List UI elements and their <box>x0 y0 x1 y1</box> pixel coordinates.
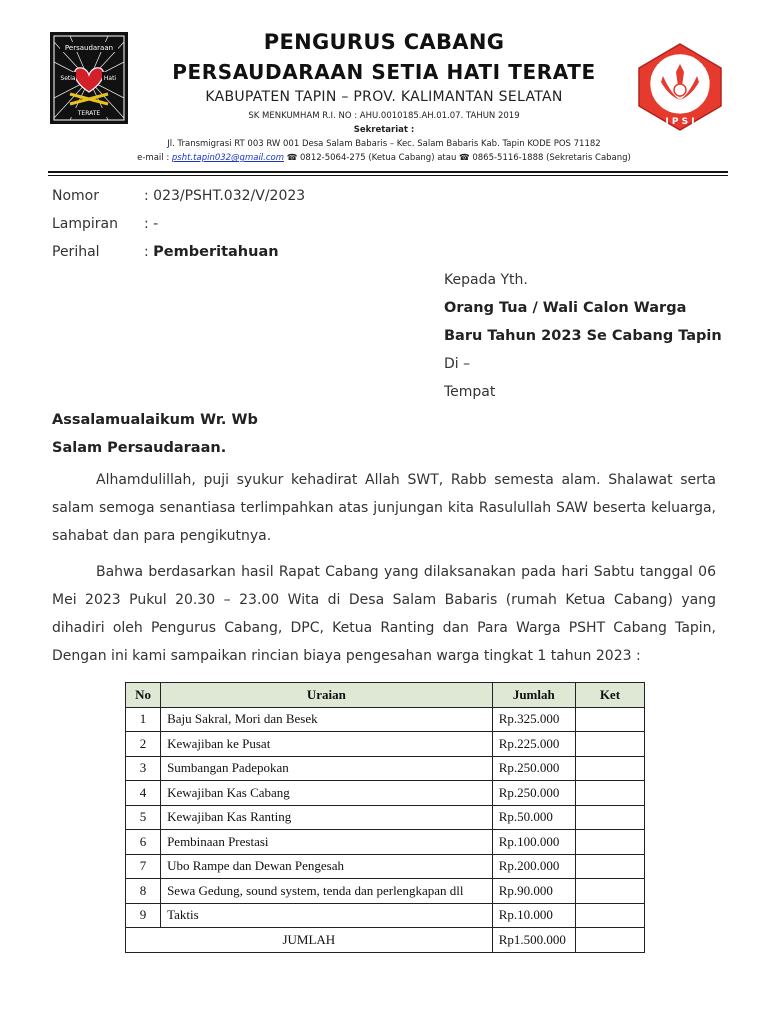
row-no: 5 <box>126 805 161 830</box>
table-row <box>126 830 645 855</box>
contact-prefix: e-mail : <box>137 153 172 163</box>
address-line: Jl. Transmigrasi RT 003 RW 001 Desa Salam Babaris – Kec. Salam Babaris Kab. Tapin KODE POS 71182 <box>167 139 601 149</box>
row-ket <box>575 781 644 806</box>
letterhead-divider-thin <box>48 175 728 176</box>
recipient-kepada: Kepada Yth. <box>444 272 528 288</box>
sk-number: SK MENKUMHAM R.I. NO : AHU.0010185.AH.01.07. TAHUN 2019 <box>248 111 520 121</box>
recipient-tempat: Tempat <box>444 384 496 400</box>
row-ket <box>575 879 644 904</box>
row-ket <box>575 854 644 879</box>
greeting-persaudaraan: Salam Persaudaraan. <box>52 440 227 456</box>
contact-phones: ☎ 0812-5064-275 (Ketua Cabang) atau ☎ 0865-5116-1888 (Sekretaris Cabang) <box>284 153 631 163</box>
row-ket <box>575 732 644 757</box>
row-jumlah: Rp.50.000 <box>492 805 575 830</box>
table-row <box>126 707 645 732</box>
row-ket <box>575 707 644 732</box>
row-jumlah: Rp.250.000 <box>492 756 575 781</box>
total-ket <box>575 928 644 953</box>
row-uraian: Sumbangan Padepokan <box>161 756 493 781</box>
table-row <box>126 903 645 928</box>
row-jumlah: Rp.225.000 <box>492 732 575 757</box>
lampiran-value: : - <box>144 216 159 232</box>
row-jumlah: Rp.10.000 <box>492 903 575 928</box>
table-row <box>126 732 645 757</box>
row-no: 6 <box>126 830 161 855</box>
header-uraian: Uraian <box>161 683 493 708</box>
row-uraian: Ubo Rampe dan Dewan Pengesah <box>161 854 493 879</box>
table-row <box>126 854 645 879</box>
letterhead-title: PENGURUS CABANG <box>263 30 505 54</box>
row-no: 2 <box>126 732 161 757</box>
row-no: 8 <box>126 879 161 904</box>
table-row <box>126 879 645 904</box>
row-jumlah: Rp.250.000 <box>492 781 575 806</box>
row-ket <box>575 756 644 781</box>
header-no: No <box>126 683 161 708</box>
body-paragraph-1: Alhamdulillah, puji syukur kehadirat Allah SWT, Rabb semesta alam. Shalawat serta salam semoga senantiasa terlimpahkan atas junjungan kita Rasulullah SAW beserta keluarga, sahabat dan para pengikutnya. <box>52 472 716 544</box>
perihal-label: Perihal <box>52 244 100 260</box>
logo-right-bottom-text: I P S I <box>665 117 695 127</box>
organization-name: PERSAUDARAAN SETIA HATI TERATE <box>172 60 596 84</box>
row-uraian: Baju Sakral, Mori dan Besek <box>161 707 493 732</box>
row-jumlah: Rp.100.000 <box>492 830 575 855</box>
logo-left-left-text: Setia <box>60 75 76 82</box>
row-uraian: Kewajiban Kas Cabang <box>161 781 493 806</box>
row-no: 9 <box>126 903 161 928</box>
header-ket: Ket <box>575 683 644 708</box>
table-total-row <box>126 928 645 953</box>
nomor-value: : 023/PSHT.032/V/2023 <box>144 188 306 204</box>
row-jumlah: Rp.325.000 <box>492 707 575 732</box>
lampiran-label: Lampiran <box>52 216 119 232</box>
email-link[interactable]: psht.tapin032@gmail.com <box>171 153 285 163</box>
table-row <box>126 781 645 806</box>
greeting-salam: Assalamualaikum Wr. Wb <box>52 412 258 428</box>
table-row <box>126 805 645 830</box>
row-uraian: Sewa Gedung, sound system, tenda dan perlengkapan dll <box>161 879 493 904</box>
recipient-di: Di – <box>444 356 471 372</box>
logo-right-ring-text: KATAN PENCAK SILAT INDONESI <box>649 53 711 86</box>
recipient-line2: Baru Tahun 2023 Se Cabang Tapin <box>444 328 722 344</box>
row-uraian: Taktis <box>161 903 493 928</box>
body-paragraph-2: Bahwa berdasarkan hasil Rapat Cabang yang dilaksanakan pada hari Sabtu tanggal 06 Mei 2023 Pukul 20.30 – 23.00 Wita di Desa Salam Babaris (rumah Ketua Cabang) yang dihadiri oleh Pengurus Cabang, DPC, Ketua Ranting dan Para Warga PSHT Cabang Tapin, Dengan ini kami sampaikan rincian biaya pengesahan warga tingkat 1 tahun 2023 : <box>52 564 716 664</box>
row-uraian: Kewajiban Kas Ranting <box>161 805 493 830</box>
row-uraian: Kewajiban ke Pusat <box>161 732 493 757</box>
logo-left-bottom-text: TERATE <box>77 110 101 117</box>
table-header-row <box>126 683 645 708</box>
table-row <box>126 756 645 781</box>
letterhead-divider <box>48 171 728 173</box>
cost-table <box>125 682 645 953</box>
organization-region: KABUPATEN TAPIN – PROV. KALIMANTAN SELATAN <box>205 89 563 105</box>
logo-left-top-text: Persaudaraan <box>64 44 114 52</box>
row-ket <box>575 805 644 830</box>
nomor-label: Nomor <box>52 188 99 204</box>
row-jumlah: Rp.200.000 <box>492 854 575 879</box>
recipient-line1: Orang Tua / Wali Calon Warga <box>444 300 687 316</box>
row-no: 7 <box>126 854 161 879</box>
perihal-value: Pemberitahuan <box>153 244 279 260</box>
logo-left-right-text: Hati <box>103 75 117 82</box>
row-no: 3 <box>126 756 161 781</box>
contact-line <box>0 153 768 163</box>
row-jumlah: Rp.90.000 <box>492 879 575 904</box>
total-label: JUMLAH <box>126 928 493 953</box>
perihal-colon: : <box>144 244 154 260</box>
row-uraian: Pembinaan Prestasi <box>161 830 493 855</box>
meta-nomor <box>52 188 305 204</box>
meta-perihal <box>52 244 279 260</box>
row-ket <box>575 830 644 855</box>
secretariat-label: Sekretariat : <box>353 125 415 135</box>
row-no: 4 <box>126 781 161 806</box>
row-no: 1 <box>126 707 161 732</box>
total-value: Rp1.500.000 <box>492 928 575 953</box>
row-ket <box>575 903 644 928</box>
meta-lampiran <box>52 216 158 232</box>
header-jumlah: Jumlah <box>492 683 575 708</box>
